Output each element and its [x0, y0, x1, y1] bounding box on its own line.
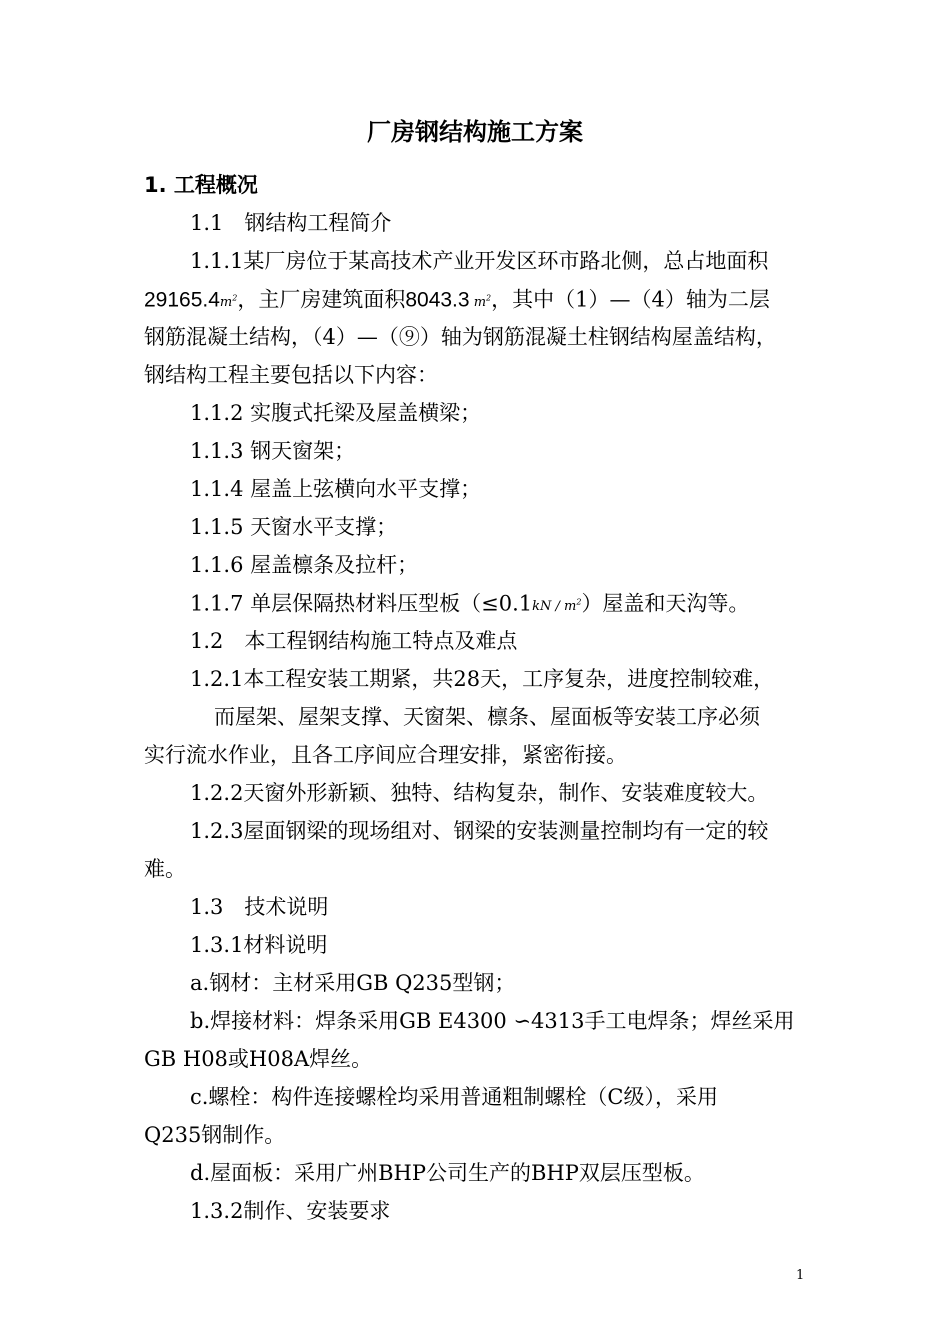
item-1-1-4: 1.1.4 屋盖上弦横向水平支撑； — [190, 477, 482, 501]
material-bolts-line1: c.螺栓：构件连接螺栓均采用普通粗制螺栓（C级），采用 — [190, 1085, 719, 1109]
item-1-1-7 — [190, 584, 749, 626]
item-1-1-2: 1.1.2 实腹式托梁及屋盖横梁； — [190, 401, 482, 425]
paragraph-1-2-1-line3: 实行流水作业，且各工序间应合理安排，紧密衔接。 — [144, 743, 627, 767]
subsection-1-3-1: 1.3.1材料说明 — [190, 933, 328, 957]
paragraph-1-2-3-line1: 1.2.3屋面钢梁的现场组对、钢梁的安装测量控制均有一定的较 — [190, 819, 769, 843]
page-number: 1 — [796, 1268, 805, 1283]
section-heading-1: 1. 工程概况 — [144, 173, 258, 197]
axis-text: ，其中（1）—（4）轴为二层 — [491, 287, 770, 312]
document-title: 厂房钢结构施工方案 — [367, 118, 583, 146]
area-unit-2: $m^2$ — [473, 294, 492, 311]
paragraph-1-1-1-line3: 钢筋混凝土结构，（4）—（⑨）轴为钢筋混凝土柱钢结构屋盖结构， — [144, 325, 777, 349]
material-bolts-line2: Q235钢制作。 — [144, 1123, 286, 1147]
building-area-value: 8043.3 — [405, 288, 470, 312]
item-1-1-5: 1.1.5 天窗水平支撑； — [190, 515, 398, 539]
area-unit: $m^2$ — [219, 294, 238, 311]
load-unit: kN / $m^2$ — [532, 598, 582, 615]
subsection-1-2: 1.2 本工程钢结构施工特点及难点 — [190, 629, 518, 653]
subsection-1-3-2: 1.3.2制作、安装要求 — [190, 1199, 391, 1223]
subsection-1-3: 1.3 技术说明 — [190, 895, 329, 919]
material-welding-line2: GB H08或H08A焊丝。 — [144, 1047, 373, 1071]
building-area-text: ，主厂房建筑面积 — [237, 287, 406, 312]
item-1-1-7-text: 1.1.7 单层保隔热材料压型板（≤0.1 — [190, 591, 533, 616]
paragraph-1-2-1-line1: 1.2.1本工程安装工期紧，共28天，工序复杂，进度控制较难， — [190, 667, 775, 691]
paragraph-1-2-1-line2: 而屋架、屋架支撑、天窗架、檩条、屋面板等安装工序必须 — [214, 705, 760, 729]
subsection-1-1: 1.1 钢结构工程简介 — [190, 211, 392, 235]
land-area-value: 29165.4 — [144, 288, 220, 312]
material-welding-line1: b.焊接材料：焊条采用GB E4300 ∽4313手工电焊条；焊丝采用 — [190, 1009, 795, 1033]
item-1-1-7-tail: ）屋盖和天沟等。 — [581, 591, 750, 616]
paragraph-1-2-3-line2: 难。 — [144, 857, 186, 881]
paragraph-1-1-1-line4: 钢结构工程主要包括以下内容： — [144, 363, 438, 387]
item-1-1-3: 1.1.3 钢天窗架； — [190, 439, 356, 463]
item-1-1-6: 1.1.6 屋盖檩条及拉杆； — [190, 553, 419, 577]
material-roof-panel: d.屋面板：采用广州BHP公司生产的BHP双层压型板。 — [190, 1161, 705, 1185]
paragraph-1-2-2: 1.2.2天窗外形新颖、独特、结构复杂，制作、安装难度较大。 — [190, 781, 769, 805]
material-steel: a.钢材：主材采用GB Q235型钢； — [190, 971, 516, 995]
paragraph-1-1-1-line1: 1.1.1某厂房位于某高技术产业开发区环市路北侧，总占地面积 — [190, 249, 769, 273]
paragraph-1-1-1-line2 — [144, 280, 770, 322]
